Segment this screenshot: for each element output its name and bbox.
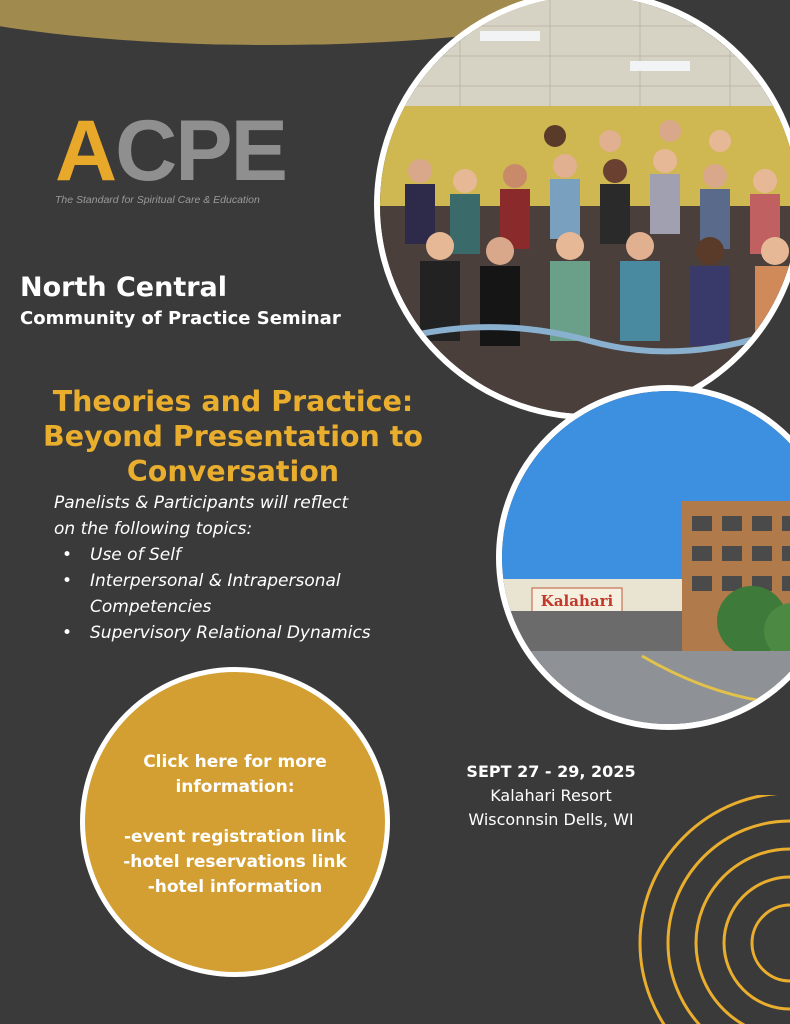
topics-list <box>62 542 432 646</box>
theme-line: Beyond Presentation to <box>43 420 423 453</box>
topic-item: • Use of Self <box>62 542 432 568</box>
info-heading-line: information: <box>175 777 295 797</box>
info-spacer <box>85 800 385 825</box>
hotel-sign-text: Kalahari <box>540 592 614 610</box>
more-info-link[interactable] <box>80 667 390 977</box>
theme-line: Theories and Practice: <box>52 385 414 418</box>
more-info-content <box>85 750 385 900</box>
intro-line: Panelists & Participants will reflect <box>54 493 349 513</box>
logo-tagline: The Standard for Spiritual Care & Education <box>55 194 260 206</box>
concentric-rings-decoration <box>620 795 790 1024</box>
info-heading-line: Click here for more <box>143 752 327 772</box>
theme-line: Conversation <box>126 455 340 488</box>
group-photo <box>374 0 790 420</box>
logo-letter-a: A <box>55 103 116 199</box>
event-venue: Kalahari Resort <box>490 786 612 805</box>
seminar-theme <box>20 384 446 489</box>
seminar-title: Community of Practice Seminar <box>20 308 341 329</box>
info-item-registration: -event registration link <box>123 827 347 847</box>
topic-item: • Interpersonal & Intrapersonal Competencies <box>62 568 390 620</box>
logo-letters-cpe: CPE <box>115 103 286 199</box>
event-dates: SEPT 27 - 29, 2025 <box>466 762 636 781</box>
event-location: Wisconnsin Dells, WI <box>468 810 634 829</box>
info-item-hotel-reservations: -hotel reservations link <box>123 852 347 872</box>
hotel-photo <box>496 385 790 730</box>
group-photo-image <box>380 0 790 414</box>
topic-item: • Supervisory Relational Dynamics <box>62 620 432 646</box>
info-item-hotel-information: -hotel information <box>147 877 323 897</box>
region-title: North Central <box>20 272 228 303</box>
logo-wordmark <box>55 103 286 199</box>
intro-line: on the following topics: <box>54 519 253 539</box>
hotel-photo-image <box>502 391 790 724</box>
topics-intro <box>54 490 434 542</box>
acpe-logo <box>55 103 286 206</box>
